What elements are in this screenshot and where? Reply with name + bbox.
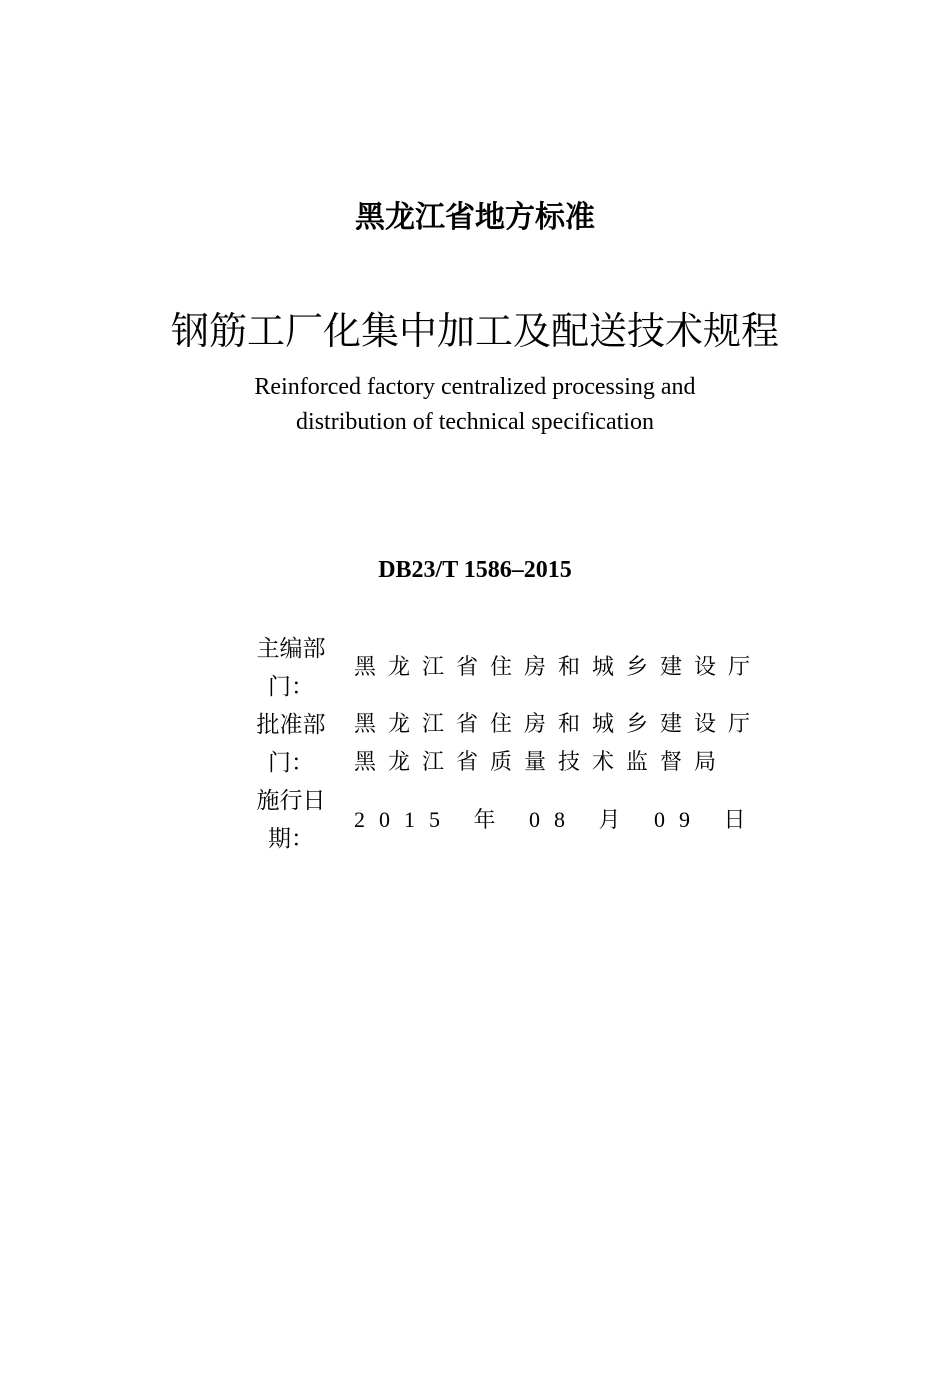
chief-editor-value: 黑龙江省住房和城乡建设厅 [354,655,763,680]
publication-info [248,630,763,858]
english-title-line-2: distribution of technical specification [296,409,654,435]
approver-label-line-1: 批准部 [256,712,326,738]
chief-editor-label [248,630,334,706]
document-title-english [0,370,950,440]
document-title-chinese: 钢筋工厂化集中加工及配送技术规程 [170,309,779,353]
effective-date-label [248,782,334,858]
approver-row [248,706,763,782]
approver-value-1: 黑龙江省住房和城乡建设厅 [354,712,763,737]
standard-number: DB23/T 1586–2015 [378,557,572,583]
effective-date-value: 2015 年 08 月 09 日 [354,807,760,832]
chief-editor-label-line-1: 主编部 [256,636,326,662]
approver-values [354,706,762,782]
english-title-line-1: Reinforced factory centralized processing and [254,374,696,400]
approver-label [248,706,334,782]
effective-date-label-line-1: 施行日 [256,788,326,814]
effective-date-row [248,782,758,858]
chief-editor-label-line-2: 门： [268,674,314,700]
standard-category-heading: 黑龙江省地方标准 [355,200,595,235]
approver-value-2: 黑龙江省质量技术监督局 [354,750,729,775]
effective-date-values [354,801,760,839]
chief-editor-row [248,630,763,706]
approver-label-line-2: 门： [268,750,314,776]
effective-date-label-line-2: 期： [268,826,314,852]
chief-editor-values [354,649,762,687]
